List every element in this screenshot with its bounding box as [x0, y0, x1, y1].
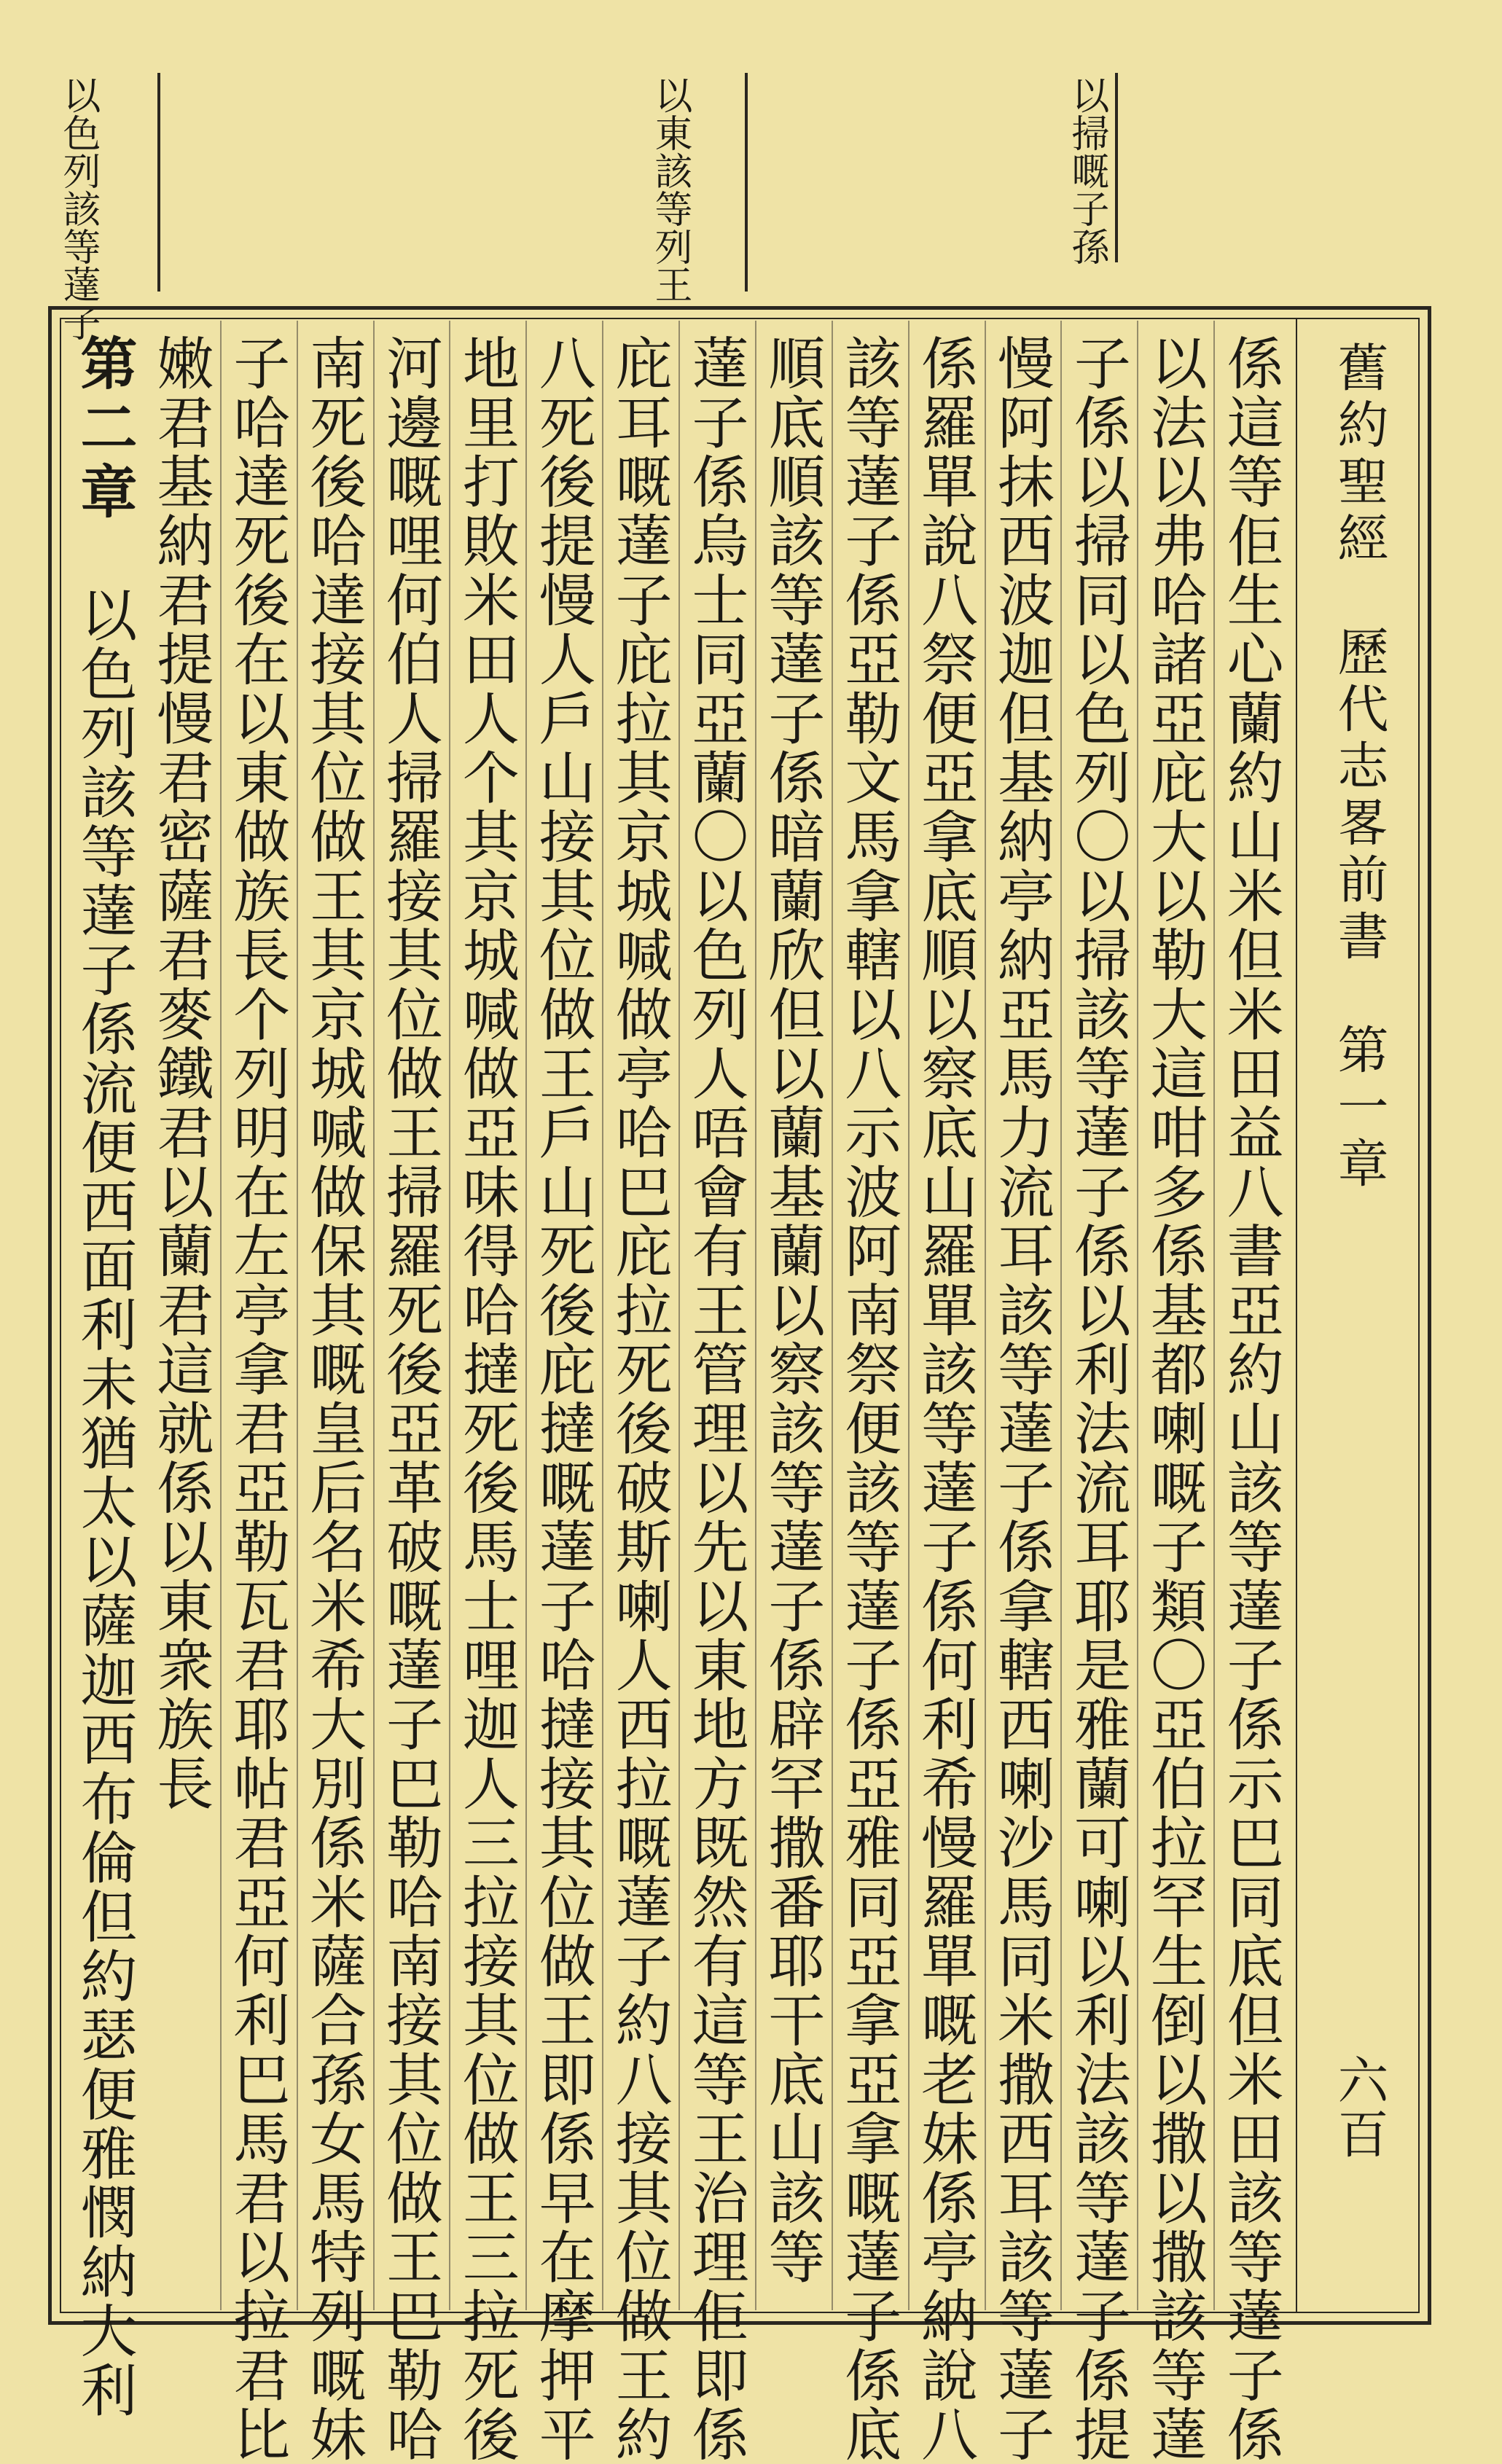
margin-note-rule: [745, 73, 748, 292]
text-column-11: 地里打敗米田人个其京城喊做亞味得哈撻死後馬士哩迦人三拉接其位做王三拉死後: [453, 334, 519, 2464]
margin-note-esau-sons: [1065, 76, 1108, 265]
column-rule: [373, 321, 375, 2310]
text-column-4: 慢阿抹西波迦但基納亭納亞馬力流耳該等薘子係拿轄西喇沙馬同米撒西耳該等薘子: [987, 334, 1054, 2464]
column-rule: [832, 321, 833, 2310]
text-column-10: 八死後提慢人戶山接其位做王戶山死後庇撻嘅薘子哈撻接其位做王即係早在摩押平: [529, 334, 595, 2464]
margin-note-israel-sons: [57, 76, 99, 341]
column-rule: [220, 321, 222, 2310]
text-column-9: 庇耳嘅薘子庇拉其京城喊做亭哈巴庇拉死後破斯喇人西拉嘅薘子約八接其位做王約: [606, 334, 672, 2464]
margin-note-line: 王: [648, 265, 692, 303]
column-rule: [1060, 321, 1062, 2310]
column-rule: [755, 321, 756, 2310]
text-column-15: 嫩君基納君提慢君密薩君麥鐵君以蘭君這就係以東衆族長: [147, 334, 214, 1813]
text-column-5: 係羅單說八祭便亞拿底順以察底山羅單該等薘子係何利希慢羅單嘅老妹係亭納說八: [912, 334, 978, 2464]
chapter-text: 以色列該等薘子係流便西面利未猶太以薩迦西布倫但約瑟便雅憫納大利: [71, 585, 137, 2420]
text-column-2: 以法以弗哈諸亞庇大以勒大這咁多係基都喇嘅子類〇亞伯拉罕生倒以撒以撒該等薘: [1141, 334, 1207, 2464]
margin-note-line: 以色列該等: [56, 76, 100, 265]
running-header-title: 舊約聖經 歷代志畧前書 第一章: [1329, 341, 1389, 1194]
text-column-3: 子係以掃同以色列〇以掃該等薘子係以利法流耳耶是雅蘭可喇以利法該等薘子係提: [1064, 334, 1130, 2464]
margin-note-rule: [1115, 73, 1118, 262]
column-rule: [678, 321, 680, 2310]
margin-note-line: 以掃: [1065, 76, 1108, 152]
column-rule: [985, 321, 986, 2310]
column-rule: [1137, 321, 1138, 2310]
chapter-2-column: [71, 334, 138, 2420]
margin-note-rule: [157, 73, 160, 292]
page-number: 六百: [1329, 2054, 1389, 2162]
column-rule: [297, 321, 298, 2310]
text-column-12: 河邊嘅哩何伯人掃羅接其位做王掃羅死後亞革破嘅薘子巴勒哈南接其位做王巴勒哈: [376, 334, 442, 2464]
header-divider: [1296, 318, 1297, 2313]
column-rule: [908, 321, 910, 2310]
chapter-heading: 第二章: [71, 334, 138, 526]
margin-note-line: 薘子: [56, 265, 100, 341]
text-column-8: 薘子係烏士同亞蘭〇以色列人唔會有王管理以先以東地方既然有這等王治理佢即係: [682, 334, 748, 2464]
column-rule: [449, 321, 450, 2310]
text-column-1: 係這等佢生心蘭約山米但米田益八書亞約山該等薘子係示巴同底但米田該等薘子係: [1217, 334, 1283, 2464]
column-rule: [525, 321, 527, 2310]
margin-note-line: 以東該等列: [648, 76, 692, 265]
text-column-14: 子哈達死後在以東做族長个列明在左亭拿君亞勒瓦君耶帖君亞何利巴馬君以拉君比: [224, 334, 290, 2464]
text-column-7: 順底順該等薘子係暗蘭欣但以蘭基蘭以察該等薘子係辟罕撒番耶干底山該等: [759, 334, 825, 2287]
column-rule: [1213, 321, 1215, 2310]
margin-note-edom-kings: [649, 76, 691, 303]
margin-note-line: 嘅子孫: [1065, 152, 1108, 265]
text-column-13: 南死後哈達接其位做王其京城喊做保其嘅皇后名米希大別係米薩合孫女馬特列嘅妹: [300, 334, 367, 2464]
text-column-6: 該等薘子係亞勒文馬拿轄以八示波阿南祭便該等薘子係亞雅同亞拿亞拿嘅薘子係底: [835, 334, 901, 2464]
column-rule: [602, 321, 603, 2310]
